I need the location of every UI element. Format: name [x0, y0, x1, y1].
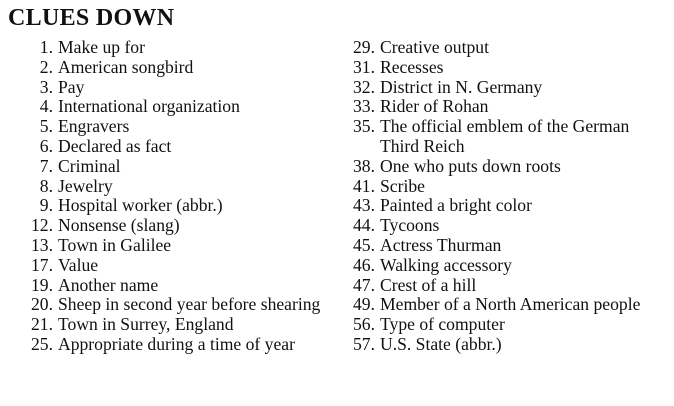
clue-number: 35.: [353, 116, 375, 137]
clue-number: 29.: [353, 37, 375, 57]
clue-text: Declared as fact: [58, 135, 172, 156]
clue-text: Walking accessory: [380, 254, 512, 275]
clue-text: The official emblem of the German Third Reich: [380, 116, 630, 156]
clue-text: Another name: [58, 274, 159, 295]
clues-right-column: [339, 38, 669, 355]
clue-text: Sheep in second year before shearing: [58, 294, 321, 315]
clue-item: [339, 117, 669, 157]
clue-item: [16, 58, 326, 78]
clue-text: District in N. Germany: [380, 76, 543, 97]
clue-item: [16, 38, 326, 58]
clue-number: 13.: [31, 234, 53, 255]
clue-item: [16, 276, 326, 296]
clue-item: [16, 256, 326, 276]
clue-item: [339, 177, 669, 197]
clue-number: 45.: [353, 234, 375, 255]
clue-text: Member of a North American people: [380, 294, 641, 315]
clue-number: 47.: [353, 274, 375, 295]
clue-text: Recesses: [380, 56, 444, 77]
clue-number: 7.: [39, 155, 53, 176]
clue-number: 19.: [31, 274, 53, 295]
clue-number: 9.: [39, 195, 53, 216]
clue-item: [339, 236, 669, 256]
clue-number: 43.: [353, 195, 375, 216]
clue-text: Appropriate during a time of year: [58, 333, 295, 354]
clue-text: Rider of Rohan: [380, 96, 489, 117]
clue-text: Value: [58, 254, 99, 275]
clue-number: 46.: [353, 254, 375, 275]
clue-number: 12.: [31, 215, 53, 236]
clue-text: Make up for: [58, 37, 145, 57]
clue-number: 38.: [353, 155, 375, 176]
clue-item: [16, 236, 326, 256]
clue-item: [16, 177, 326, 197]
clue-number: 32.: [353, 76, 375, 97]
clue-number: 25.: [31, 333, 53, 354]
page-title: CLUES DOWN: [8, 5, 175, 31]
clue-text: Engravers: [58, 116, 130, 137]
clue-text: Criminal: [58, 155, 121, 176]
clue-item: [16, 78, 326, 98]
clue-item: [16, 216, 326, 236]
clue-item: [339, 256, 669, 276]
clue-text: Type of computer: [380, 314, 505, 335]
clue-text: American songbird: [58, 56, 194, 77]
clue-text: Pay: [58, 76, 85, 97]
clue-text: Creative output: [380, 37, 489, 57]
clue-item: [16, 137, 326, 157]
clue-item: [339, 295, 669, 315]
clue-number: 56.: [353, 314, 375, 335]
clue-number: 57.: [353, 333, 375, 354]
clue-item: [339, 78, 669, 98]
clue-number: 33.: [353, 96, 375, 117]
clue-text: Actress Thurman: [380, 234, 502, 255]
clue-text: Town in Surrey, England: [58, 314, 234, 335]
clue-number: 31.: [353, 56, 375, 77]
clue-text: One who puts down roots: [380, 155, 561, 176]
clue-number: 41.: [353, 175, 375, 196]
clue-item: [16, 315, 326, 335]
clue-item: [16, 295, 326, 315]
clue-item: [339, 276, 669, 296]
clue-number: 5.: [39, 116, 53, 137]
clue-item: [339, 315, 669, 335]
clue-item: [16, 157, 326, 177]
clue-text: Jewelry: [58, 175, 113, 196]
clue-item: [16, 97, 326, 117]
clue-item: [339, 157, 669, 177]
clue-number: 20.: [31, 294, 53, 315]
clue-item: [339, 58, 669, 78]
clue-item: [339, 196, 669, 216]
clue-text: Crest of a hill: [380, 274, 477, 295]
clue-item: [339, 97, 669, 117]
clue-number: 49.: [353, 294, 375, 315]
clue-text: Tycoons: [380, 215, 440, 236]
clue-text: International organization: [58, 96, 240, 117]
clue-item: [16, 335, 326, 355]
clue-item: [16, 117, 326, 137]
clue-number: 3.: [39, 76, 53, 97]
clue-number: 21.: [31, 314, 53, 335]
clue-item: [339, 216, 669, 236]
clue-number: 1.: [39, 37, 53, 57]
clue-item: [339, 38, 669, 58]
clue-text: Town in Galilee: [58, 234, 172, 255]
clue-item: [339, 335, 669, 355]
clue-number: 2.: [39, 56, 53, 77]
clue-text: U.S. State (abbr.): [380, 333, 502, 354]
clue-text: Painted a bright color: [380, 195, 532, 216]
clue-text: Nonsense (slang): [58, 215, 180, 236]
clue-number: 8.: [39, 175, 53, 196]
clue-text: Scribe: [380, 175, 425, 196]
clue-number: 4.: [39, 96, 53, 117]
clue-number: 44.: [353, 215, 375, 236]
clues-left-column: [16, 38, 326, 355]
clue-text: Hospital worker (abbr.): [58, 195, 223, 216]
clue-number: 6.: [39, 135, 53, 156]
clue-number: 17.: [31, 254, 53, 275]
clue-item: [16, 196, 326, 216]
